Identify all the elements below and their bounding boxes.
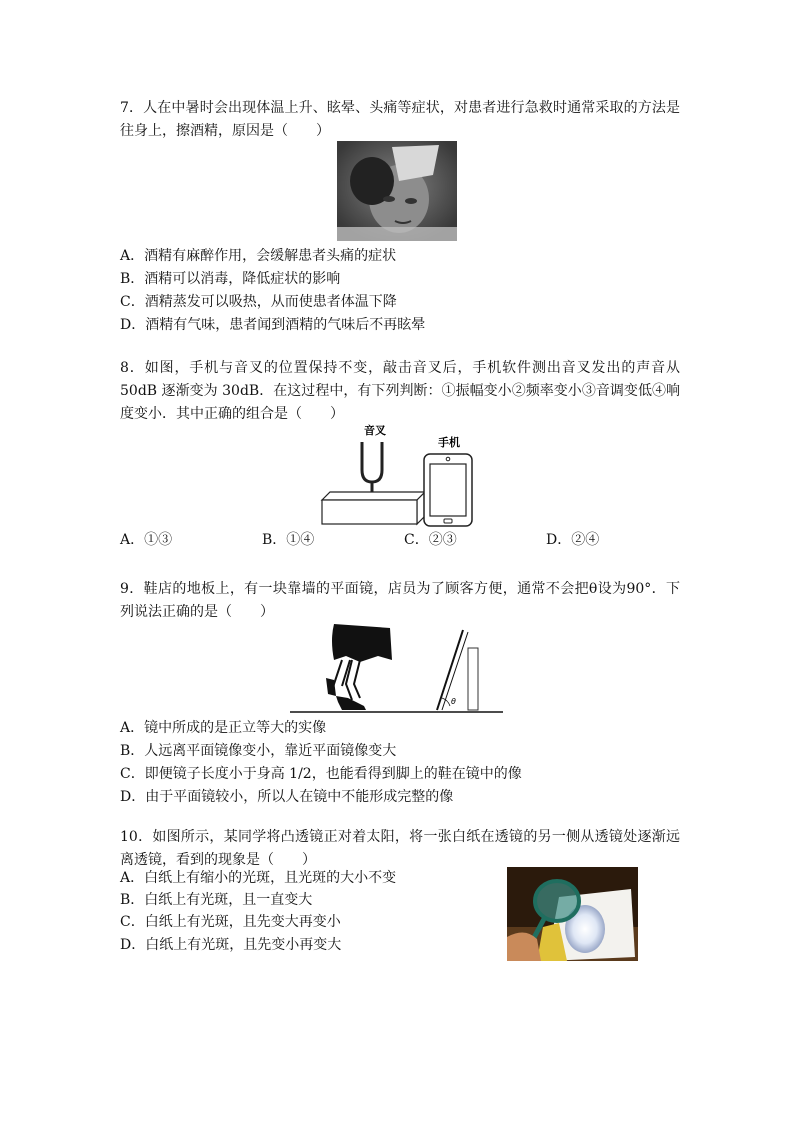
theta-label: θ [451, 697, 456, 706]
fork-label: 音叉 [364, 424, 386, 437]
q10-option-d[interactable]: D．白纸上有光斑，且先变小再变大 [120, 937, 342, 953]
q8-option-a[interactable]: A．①③ [120, 532, 173, 548]
q8-figure-fork-phone [320, 420, 480, 532]
q7-option-d[interactable]: D．酒精有气味，患者闻到酒精的气味后不再眩晕 [120, 317, 426, 333]
q8-option-c[interactable]: C．②③ [404, 532, 457, 548]
q7-option-a[interactable]: A．酒精有麻醉作用，会缓解患者头痛的症状 [120, 248, 397, 264]
q10-option-c[interactable]: C．白纸上有光斑，且先变大再变小 [120, 914, 341, 930]
question-10-stem: 10．如图所示，某同学将凸透镜正对着太阳，将一张白纸在透镜的另一侧从透镜处逐渐远离透镜，看到的现象是（ ） [120, 829, 680, 868]
q9-option-d[interactable]: D．由于平面镜较小，所以人在镜中不能形成完整的像 [120, 789, 454, 805]
q9-option-b[interactable]: B．人远离平面镜像变小，靠近平面镜像变大 [120, 743, 397, 759]
q8-option-b[interactable]: B．①④ [262, 532, 315, 548]
q8-option-d[interactable]: D．②④ [546, 532, 600, 548]
question-9-stem: 9．鞋店的地板上，有一块靠墙的平面镜，店员为了顾客方便，通常不会把θ设为90°．下列说法正确的是（ ） [120, 581, 680, 620]
q10-option-a[interactable]: A．白纸上有缩小的光斑，且光斑的大小不变 [120, 870, 397, 886]
q7-option-c[interactable]: C．酒精蒸发可以吸热，从而使患者体温下降 [120, 294, 397, 310]
question-7-stem: 7．人在中暑时会出现体温上升、眩晕、头痛等症状，对患者进行急救时通常采取的方法是往身上，擦酒精，原因是（ ） [120, 100, 680, 139]
q9-option-a[interactable]: A．镜中所成的是正立等大的实像 [120, 720, 327, 736]
q9-figure-mirror-shoe [290, 622, 505, 720]
question-8-stem: 8．如图，手机与音叉的位置保持不变，敲击音叉后，手机软件测出音叉发出的声音从 50dB 逐渐变为 30dB．在这过程中，有下列判断：①振幅变小②频率变小③音调变低④响度变小．其中正确的组合是（ ） [120, 360, 680, 422]
q7-photo-patient [337, 141, 457, 245]
q7-option-b[interactable]: B．酒精可以消毒，降低症状的影响 [120, 271, 341, 287]
q10-option-b[interactable]: B．白纸上有光斑，且一直变大 [120, 892, 313, 908]
q9-option-c[interactable]: C．即便镜子长度小于身高 1/2，也能看得到脚上的鞋在镜中的像 [120, 766, 522, 782]
q10-photo-magnifier [507, 867, 638, 965]
phone-label: 手机 [438, 436, 460, 449]
